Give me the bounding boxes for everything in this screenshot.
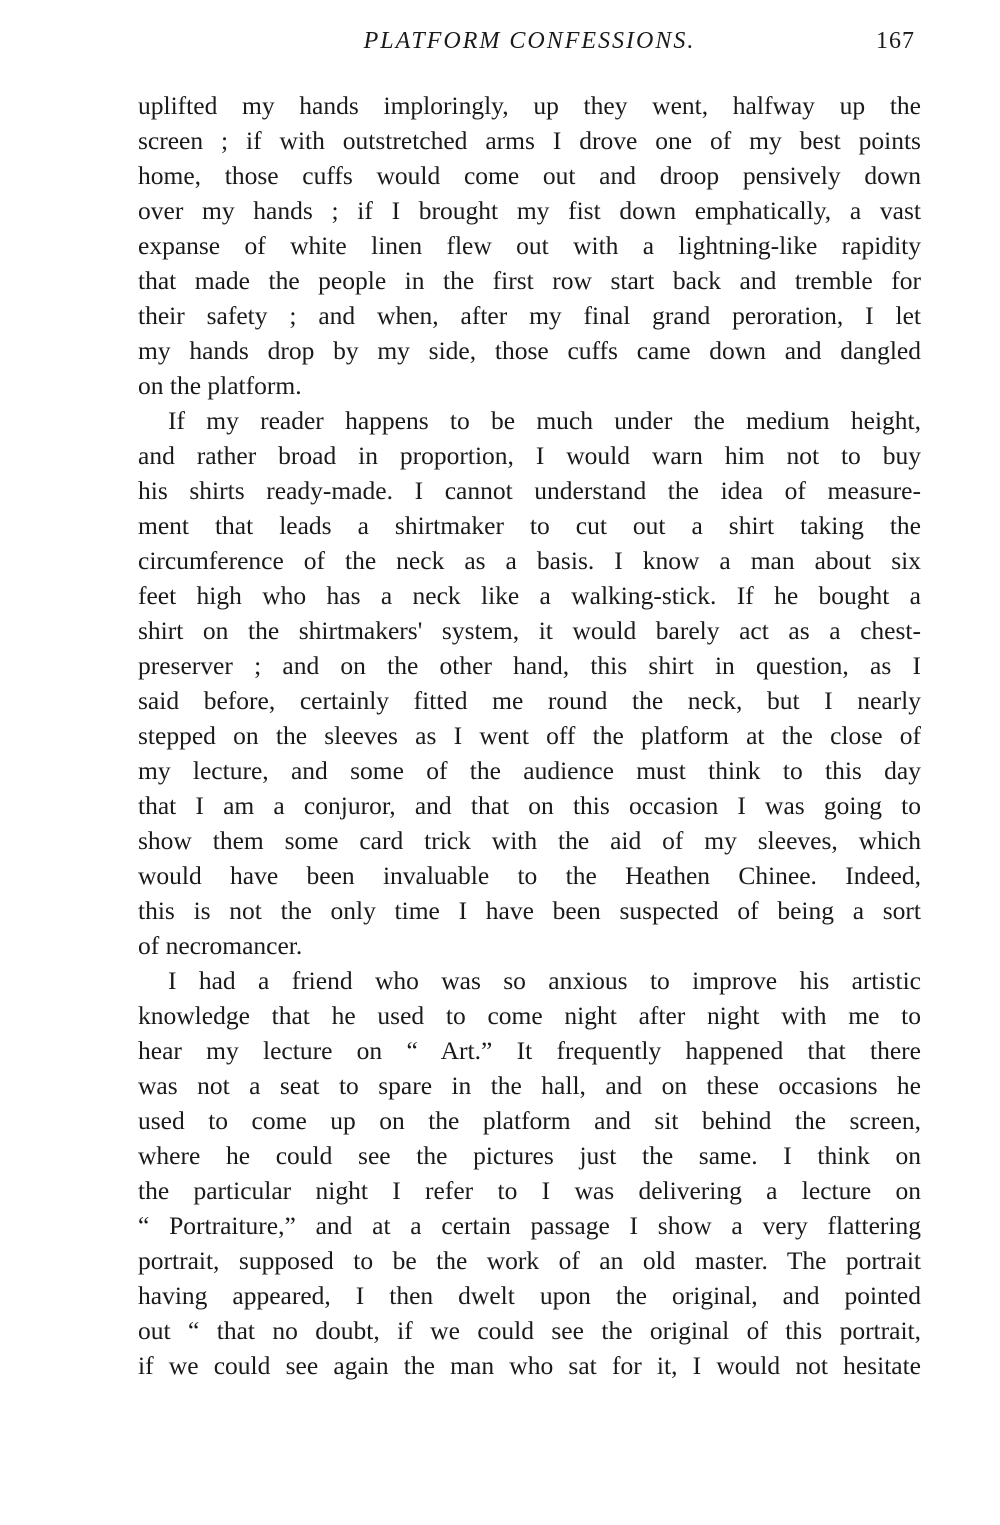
text-line: knowledge that he used to come night after night with me to: [138, 1001, 921, 1030]
text-line: home, those cuffs would come out and droop pensively down: [138, 161, 921, 190]
text-line: “ Portraiture,” and at a certain passage I show a very flattering: [138, 1211, 921, 1240]
text-line: out “ that no doubt, if we could see the original of this portrait,: [138, 1316, 921, 1345]
text-line: his shirts ready-made. I cannot understand the idea of measure-: [138, 476, 921, 505]
text-line: stepped on the sleeves as I went off the platform at the close of: [138, 721, 921, 750]
text-line: circumference of the neck as a basis. I know a man about six: [138, 546, 921, 575]
page-number: 167: [876, 28, 915, 54]
text-line: show them some card trick with the aid of my sleeves, which: [138, 826, 921, 855]
text-line: hear my lecture on “ Art.” It frequently happened that there: [138, 1036, 921, 1065]
text-line: if we could see again the man who sat for it, I would not hesitate: [138, 1351, 921, 1380]
running-head: PLATFORM CONFESSIONS.: [363, 28, 696, 54]
text-line: expanse of white linen flew out with a lightning-like rapidity: [138, 231, 921, 260]
text-line: and rather broad in proportion, I would warn him not to buy: [138, 441, 921, 470]
text-line: shirt on the shirtmakers' system, it would barely act as a chest-: [138, 616, 921, 645]
text-line: uplifted my hands imploringly, up they went, halfway up the: [138, 91, 921, 120]
text-line: where he could see the pictures just the same. I think on: [138, 1141, 921, 1170]
text-line: on the platform.: [138, 371, 302, 400]
text-line: having appeared, I then dwelt upon the original, and pointed: [138, 1281, 921, 1310]
text-line: If my reader happens to be much under the medium height,: [168, 406, 921, 435]
body-text: [138, 88, 921, 1383]
text-line: I had a friend who was so anxious to improve his artistic: [168, 966, 921, 995]
text-line: the particular night I refer to I was delivering a lecture on: [138, 1176, 921, 1205]
text-line: would have been invaluable to the Heathen Chinee. Indeed,: [138, 861, 921, 890]
page-header: [138, 28, 921, 68]
text-line: this is not the only time I have been suspected of being a sort: [138, 896, 921, 925]
text-line: preserver ; and on the other hand, this shirt in question, as I: [138, 651, 921, 680]
text-line: my lecture, and some of the audience must think to this day: [138, 756, 921, 785]
text-line: ment that leads a shirtmaker to cut out a shirt taking the: [138, 511, 921, 540]
text-line: my hands drop by my side, those cuffs came down and dangled: [138, 336, 921, 365]
text-line: screen ; if with outstretched arms I drove one of my best points: [138, 126, 921, 155]
text-line: that made the people in the first row start back and tremble for: [138, 266, 921, 295]
text-line: feet high who has a neck like a walking-stick. If he bought a: [138, 581, 921, 610]
text-line: portrait, supposed to be the work of an old master. The portrait: [138, 1246, 921, 1275]
text-line: used to come up on the platform and sit behind the screen,: [138, 1106, 921, 1135]
text-line: that I am a conjuror, and that on this occasion I was going to: [138, 791, 921, 820]
text-line: was not a seat to spare in the hall, and on these occasions he: [138, 1071, 921, 1100]
text-line: said before, certainly fitted me round the neck, but I nearly: [138, 686, 921, 715]
text-line: over my hands ; if I brought my fist down emphatically, a vast: [138, 196, 921, 225]
text-line: their safety ; and when, after my final grand peroration, I let: [138, 301, 921, 330]
text-line: of necromancer.: [138, 931, 303, 960]
